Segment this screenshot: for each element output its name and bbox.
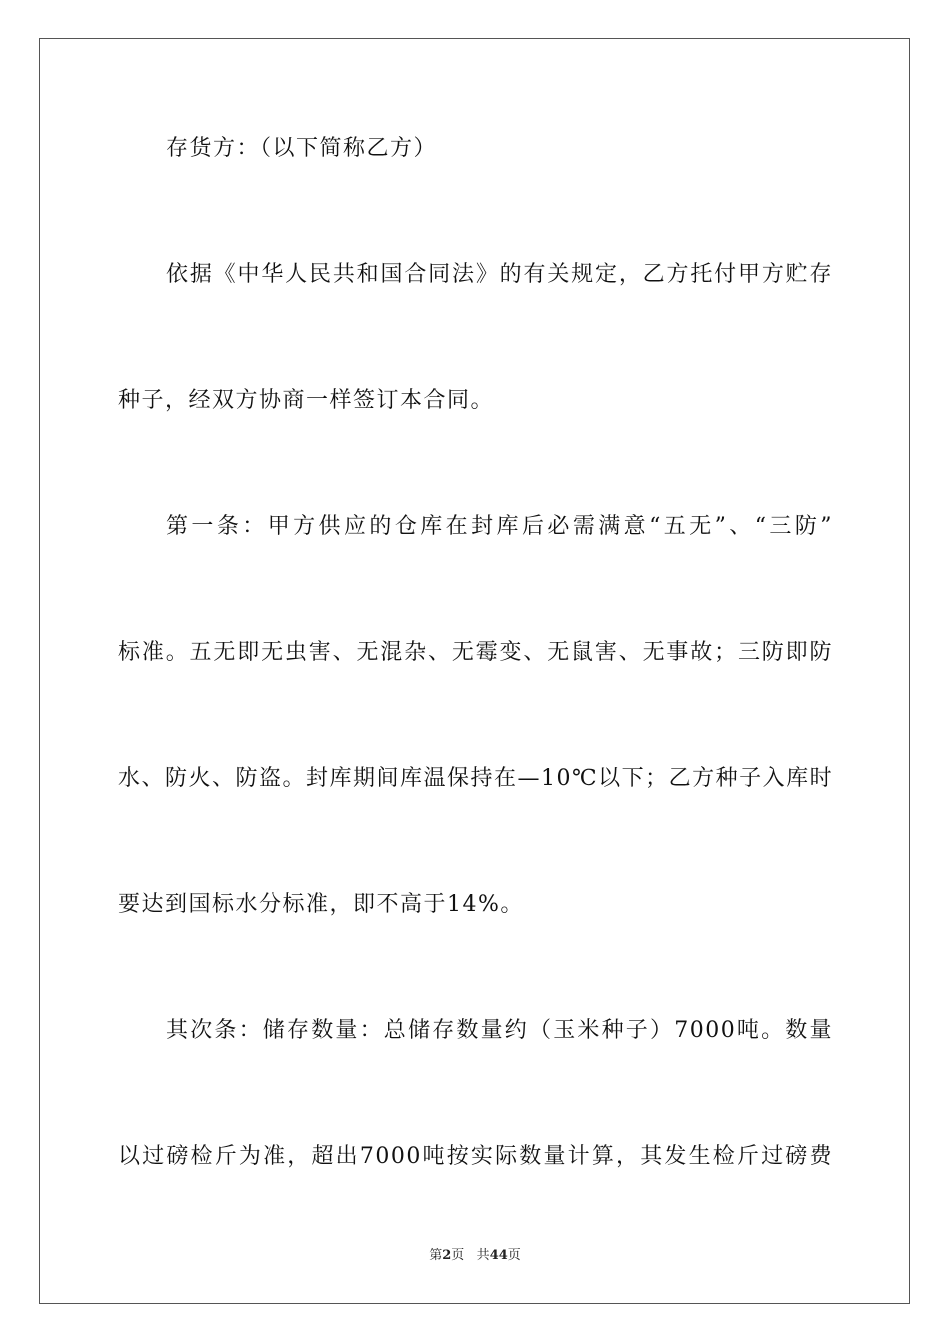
text-line-article-2: 其次条：储存数量：总储存数量约（玉米种子）7000吨。数量 (166, 1018, 833, 1043)
footer-total-suffix: 页 (507, 1248, 521, 1263)
text-line-article-2-cont: 以过磅检斤为准，超出7000吨按实际数量计算，其发生检斤过磅费 (118, 1144, 833, 1169)
text-line-article-1-cont-2: 水、防火、防盗。封库期间库温保持在—10℃以下；乙方种子入库时 (118, 766, 834, 791)
text-line-article-1: 第一条：甲方供应的仓库在封库后必需满意“五无”、“三防” (166, 514, 833, 539)
footer-total-prefix: 共 (476, 1248, 490, 1263)
footer-page-prefix: 第 (429, 1248, 443, 1263)
footer-total-pages: 44 (489, 1248, 508, 1263)
text-line-depositor: 存货方：（以下简称乙方） (166, 136, 438, 161)
page-border (39, 38, 910, 1304)
text-line-article-1-cont-3: 要达到国标水分标准，即不高于14%。 (118, 892, 524, 917)
footer-page-number: 2 (442, 1248, 452, 1263)
footer-page-suffix: 页 (451, 1248, 465, 1263)
text-line-article-1-cont-1: 标准。五无即无虫害、无混杂、无霉变、无鼠害、无事故；三防即防 (118, 640, 833, 665)
text-line-basis: 依据《中华人民共和国合同法》的有关规定，乙方托付甲方贮存 (166, 262, 833, 287)
text-line-basis-cont: 种子，经双方协商一样签订本合同。 (118, 388, 495, 413)
page-footer (0, 1247, 950, 1265)
